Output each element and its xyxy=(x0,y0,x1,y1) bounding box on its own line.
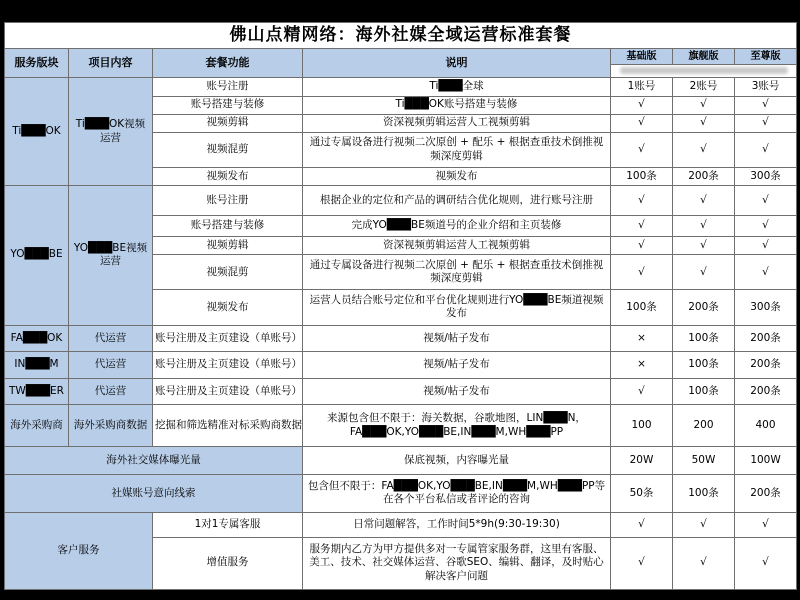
feature-cell: 视频发布 xyxy=(153,290,303,325)
feature-cell: 视频剪辑 xyxy=(153,114,303,132)
ops-content: 代运营 xyxy=(69,378,153,405)
value-cell: 3账号 xyxy=(735,78,797,96)
value-cell: 100条 xyxy=(611,167,673,185)
value-cell: √ xyxy=(611,96,673,114)
value-cell: √ xyxy=(611,255,673,290)
value-cell: √ xyxy=(673,186,735,216)
tier-premium: 至尊版 xyxy=(735,48,797,64)
tier-basic: 基础版 xyxy=(611,48,673,64)
feature-cell: 账号注册 xyxy=(153,186,303,216)
feature-cell: 账号搭建与装修 xyxy=(153,96,303,114)
table-row xyxy=(5,474,797,512)
desc-cell: 资深视频剪辑运营人工视频剪辑 xyxy=(303,114,611,132)
value-cell: √ xyxy=(735,132,797,167)
table-row xyxy=(5,405,797,447)
desc-cell: Ti███全球 xyxy=(303,78,611,96)
value-cell: 200条 xyxy=(673,167,735,185)
instagram-block: IN███M xyxy=(5,352,69,379)
table-row xyxy=(5,186,797,216)
value-cell: √ xyxy=(611,132,673,167)
desc-cell: 通过专属设备进行视频二次原创 + 配乐 + 根据查重技术倒推视频深度剪辑 xyxy=(303,255,611,290)
tier-flagship: 旗舰版 xyxy=(673,48,735,64)
value-cell: √ xyxy=(735,186,797,216)
value-cell: 200条 xyxy=(735,378,797,405)
value-cell: 50条 xyxy=(611,474,673,512)
desc-cell: 视频/帖子发布 xyxy=(303,352,611,379)
value-cell: 1账号 xyxy=(611,78,673,96)
value-cell: √ xyxy=(611,513,673,538)
value-cell: 200条 xyxy=(735,325,797,352)
value-cell: √ xyxy=(673,237,735,255)
table-row xyxy=(5,325,797,352)
value-cell: √ xyxy=(611,537,673,589)
desc-cell: 根据企业的定位和产品的调研结合优化规则，进行账号注册 xyxy=(303,186,611,216)
value-cell: 200条 xyxy=(735,474,797,512)
redacted-price-bar xyxy=(611,64,797,78)
value-cell: √ xyxy=(673,537,735,589)
value-cell: √ xyxy=(735,237,797,255)
desc-cell: 视频发布 xyxy=(303,167,611,185)
youtube-content: YO███BE视频运营 xyxy=(69,186,153,326)
header-block: 服务版块 xyxy=(5,48,69,78)
value-cell: √ xyxy=(735,255,797,290)
value-cell: 200条 xyxy=(735,352,797,379)
value-cell: √ xyxy=(673,255,735,290)
value-cell: √ xyxy=(611,114,673,132)
redaction-mask xyxy=(620,67,788,74)
feature-cell: 账号注册及主页建设（单账号） xyxy=(153,325,303,352)
value-cell: √ xyxy=(735,537,797,589)
sheet-title: 佛山点精网络：海外社媒全域运营标准套餐 xyxy=(5,23,797,49)
desc-cell: 通过专属设备进行视频二次原创 + 配乐 + 根据查重技术倒推视频深度剪辑 xyxy=(303,132,611,167)
feature-cell: 账号注册及主页建设（单账号） xyxy=(153,378,303,405)
value-cell: 2账号 xyxy=(673,78,735,96)
exposure-label: 海外社交媒体曝光量 xyxy=(5,447,303,475)
tiktok-block: Ti███OK xyxy=(5,78,69,186)
youtube-block: YO███BE xyxy=(5,186,69,326)
value-cell: √ xyxy=(611,186,673,216)
feature-cell: 挖掘和筛选精准对标采购商数据 xyxy=(153,405,303,447)
procurement-block: 海外采购商 xyxy=(5,405,69,447)
header-feature: 套餐功能 xyxy=(153,48,303,78)
desc-cell: 保底视频，内容曝光量 xyxy=(303,447,611,475)
value-cell: √ xyxy=(611,215,673,236)
value-cell: √ xyxy=(735,114,797,132)
feature-cell: 1对1专属客服 xyxy=(153,513,303,538)
value-cell: 20W xyxy=(611,447,673,475)
value-cell: 100W xyxy=(735,447,797,475)
desc-cell: 包含但不限于：FA███OK,YO███BE,IN███M,WH███PP等在各个平台私信或者评论的咨询 xyxy=(303,474,611,512)
value-cell: 100条 xyxy=(673,378,735,405)
table-row xyxy=(5,378,797,405)
value-cell: 100条 xyxy=(673,325,735,352)
value-cell: × xyxy=(611,352,673,379)
value-cell: √ xyxy=(735,513,797,538)
value-cell: 100条 xyxy=(673,474,735,512)
value-cell: 300条 xyxy=(735,290,797,325)
feature-cell: 账号搭建与装修 xyxy=(153,215,303,236)
feature-cell: 账号注册及主页建设（单账号） xyxy=(153,352,303,379)
desc-cell: 服务期内乙方为甲方提供多对一专属管家服务群，这里有客服、美工、技术、社交媒体运营、谷歌SEO、编辑、翻译，及时贴心解决客户问题 xyxy=(303,537,611,589)
value-cell: 100 xyxy=(611,405,673,447)
feature-cell: 增值服务 xyxy=(153,537,303,589)
value-cell: 200 xyxy=(673,405,735,447)
twitter-block: TW███ER xyxy=(5,378,69,405)
desc-cell: 视频/帖子发布 xyxy=(303,325,611,352)
value-cell: √ xyxy=(673,215,735,236)
ops-content: 代运营 xyxy=(69,325,153,352)
value-cell: 100条 xyxy=(611,290,673,325)
value-cell: √ xyxy=(673,513,735,538)
service-block: 客户服务 xyxy=(5,513,153,590)
value-cell: 100条 xyxy=(673,352,735,379)
value-cell: 200条 xyxy=(673,290,735,325)
value-cell: 50W xyxy=(673,447,735,475)
desc-cell: 来源包含但不限于：海关数据，谷歌地图，LIN███N，FA███OK,YO███BE,IN███M,WH███PP xyxy=(303,405,611,447)
table-row xyxy=(5,352,797,379)
value-cell: 400 xyxy=(735,405,797,447)
value-cell: √ xyxy=(735,215,797,236)
value-cell: × xyxy=(611,325,673,352)
feature-cell: 账号注册 xyxy=(153,78,303,96)
value-cell: √ xyxy=(673,132,735,167)
pricing-table xyxy=(4,22,797,590)
value-cell: √ xyxy=(735,96,797,114)
value-cell: √ xyxy=(673,114,735,132)
procurement-content: 海外采购商数据 xyxy=(69,405,153,447)
feature-cell: 视频剪辑 xyxy=(153,237,303,255)
value-cell: 300条 xyxy=(735,167,797,185)
value-cell: √ xyxy=(611,237,673,255)
feature-cell: 视频混剪 xyxy=(153,255,303,290)
value-cell: √ xyxy=(611,378,673,405)
tiktok-content: Ti███OK视频运营 xyxy=(69,78,153,186)
table-row xyxy=(5,447,797,475)
pricing-sheet xyxy=(4,22,796,590)
feature-cell: 视频发布 xyxy=(153,167,303,185)
desc-cell: 运营人员结合账号定位和平台优化规则进行YO███BE频道视频发布 xyxy=(303,290,611,325)
table-row xyxy=(5,78,797,96)
feature-cell: 视频混剪 xyxy=(153,132,303,167)
desc-cell: 资深视频剪辑运营人工视频剪辑 xyxy=(303,237,611,255)
leads-label: 社媒账号意向线索 xyxy=(5,474,303,512)
desc-cell: 完成YO███BE频道号的企业介绍和主页装修 xyxy=(303,215,611,236)
table-row xyxy=(5,513,797,538)
value-cell: √ xyxy=(673,96,735,114)
desc-cell: 视频/帖子发布 xyxy=(303,378,611,405)
ops-content: 代运营 xyxy=(69,352,153,379)
desc-cell: Ti███OK账号搭建与装修 xyxy=(303,96,611,114)
facebook-block: FA███OK xyxy=(5,325,69,352)
desc-cell: 日常问题解答，工作时间5*9h(9:30-19:30) xyxy=(303,513,611,538)
header-desc: 说明 xyxy=(303,48,611,78)
header-content: 项目内容 xyxy=(69,48,153,78)
